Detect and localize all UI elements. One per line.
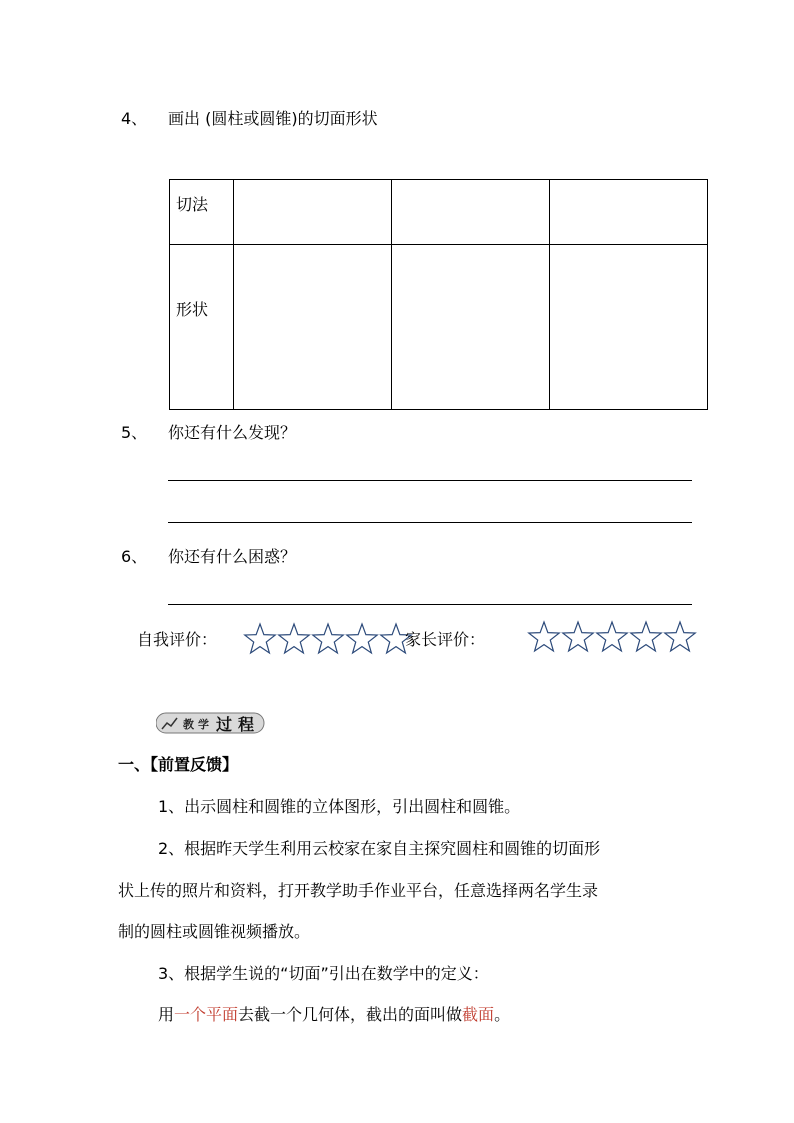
star-icon[interactable] — [663, 618, 697, 656]
star-icon[interactable] — [595, 618, 629, 656]
parent-evaluation-label: 家长评价： — [405, 630, 486, 649]
self-evaluation-label: 自我评价： — [137, 630, 218, 649]
table-cell-label — [170, 245, 234, 410]
star-icon[interactable] — [561, 618, 595, 656]
paragraph-2-line-3: 制的圆柱或圆锥视频播放。 — [118, 922, 311, 941]
question-5-number: 5、 — [121, 423, 148, 442]
table-cell-empty[interactable] — [234, 180, 392, 245]
badge-char: 过 — [216, 715, 233, 734]
table-row — [170, 245, 708, 410]
table-cell-empty[interactable] — [392, 245, 550, 410]
definition-text: 去截一个几何体，截出的面叫做 — [238, 1005, 463, 1024]
table-row — [170, 180, 708, 245]
table-cell-empty[interactable] — [550, 180, 708, 245]
badge-char: 教 — [183, 718, 194, 731]
paragraph-3: 3、根据学生说的“切面”引出在数学中的定义： — [158, 964, 489, 983]
definition-highlight: 截面 — [462, 1005, 495, 1024]
paragraph-2-line-1: 2、根据昨天学生利用云校家在家自主探究圆柱和圆锥的切面形 — [158, 839, 601, 858]
star-icon[interactable] — [527, 618, 561, 656]
cut-shape-table — [169, 179, 708, 410]
answer-line[interactable] — [168, 480, 692, 481]
star-icon[interactable] — [629, 618, 663, 656]
question-6 — [121, 547, 521, 567]
teaching-process-badge — [156, 711, 266, 735]
table-cell-label — [170, 180, 234, 245]
cut-method-label: 切法 — [176, 195, 209, 214]
question-4 — [121, 109, 521, 129]
answer-line[interactable] — [168, 522, 692, 523]
badge-char: 学 — [198, 718, 209, 731]
star-icon[interactable] — [345, 620, 379, 658]
question-4-text: 画出 (圆柱或圆锥)的切面形状 — [168, 109, 378, 128]
question-6-number: 6、 — [121, 547, 148, 566]
badge-char: 程 — [238, 715, 255, 734]
question-5-text: 你还有什么发现？ — [168, 423, 297, 442]
self-evaluation-stars[interactable] — [243, 620, 413, 658]
parent-evaluation-stars[interactable] — [527, 618, 697, 656]
section-heading: 一、【前置反馈】 — [118, 755, 239, 774]
paragraph-2-line-2: 状上传的照片和资料，打开教学助手作业平台，任意选择两名学生录 — [118, 881, 599, 900]
question-4-number: 4、 — [121, 109, 148, 128]
table-cell-empty[interactable] — [234, 245, 392, 410]
star-icon[interactable] — [243, 620, 277, 658]
definition-text: 。 — [494, 1005, 511, 1024]
definition-text: 用 — [158, 1005, 175, 1024]
star-icon[interactable] — [311, 620, 345, 658]
paragraph-1: 1、出示圆柱和圆锥的立体图形，引出圆柱和圆锥。 — [158, 797, 521, 816]
definition-highlight: 一个平面 — [174, 1005, 239, 1024]
table-cell-empty[interactable] — [550, 245, 708, 410]
question-5 — [121, 423, 521, 443]
answer-line[interactable] — [168, 604, 692, 605]
definition-line — [158, 1005, 510, 1025]
table-cell-empty[interactable] — [392, 180, 550, 245]
question-6-text: 你还有什么困惑？ — [168, 547, 297, 566]
star-icon[interactable] — [277, 620, 311, 658]
shape-label: 形状 — [176, 300, 209, 319]
